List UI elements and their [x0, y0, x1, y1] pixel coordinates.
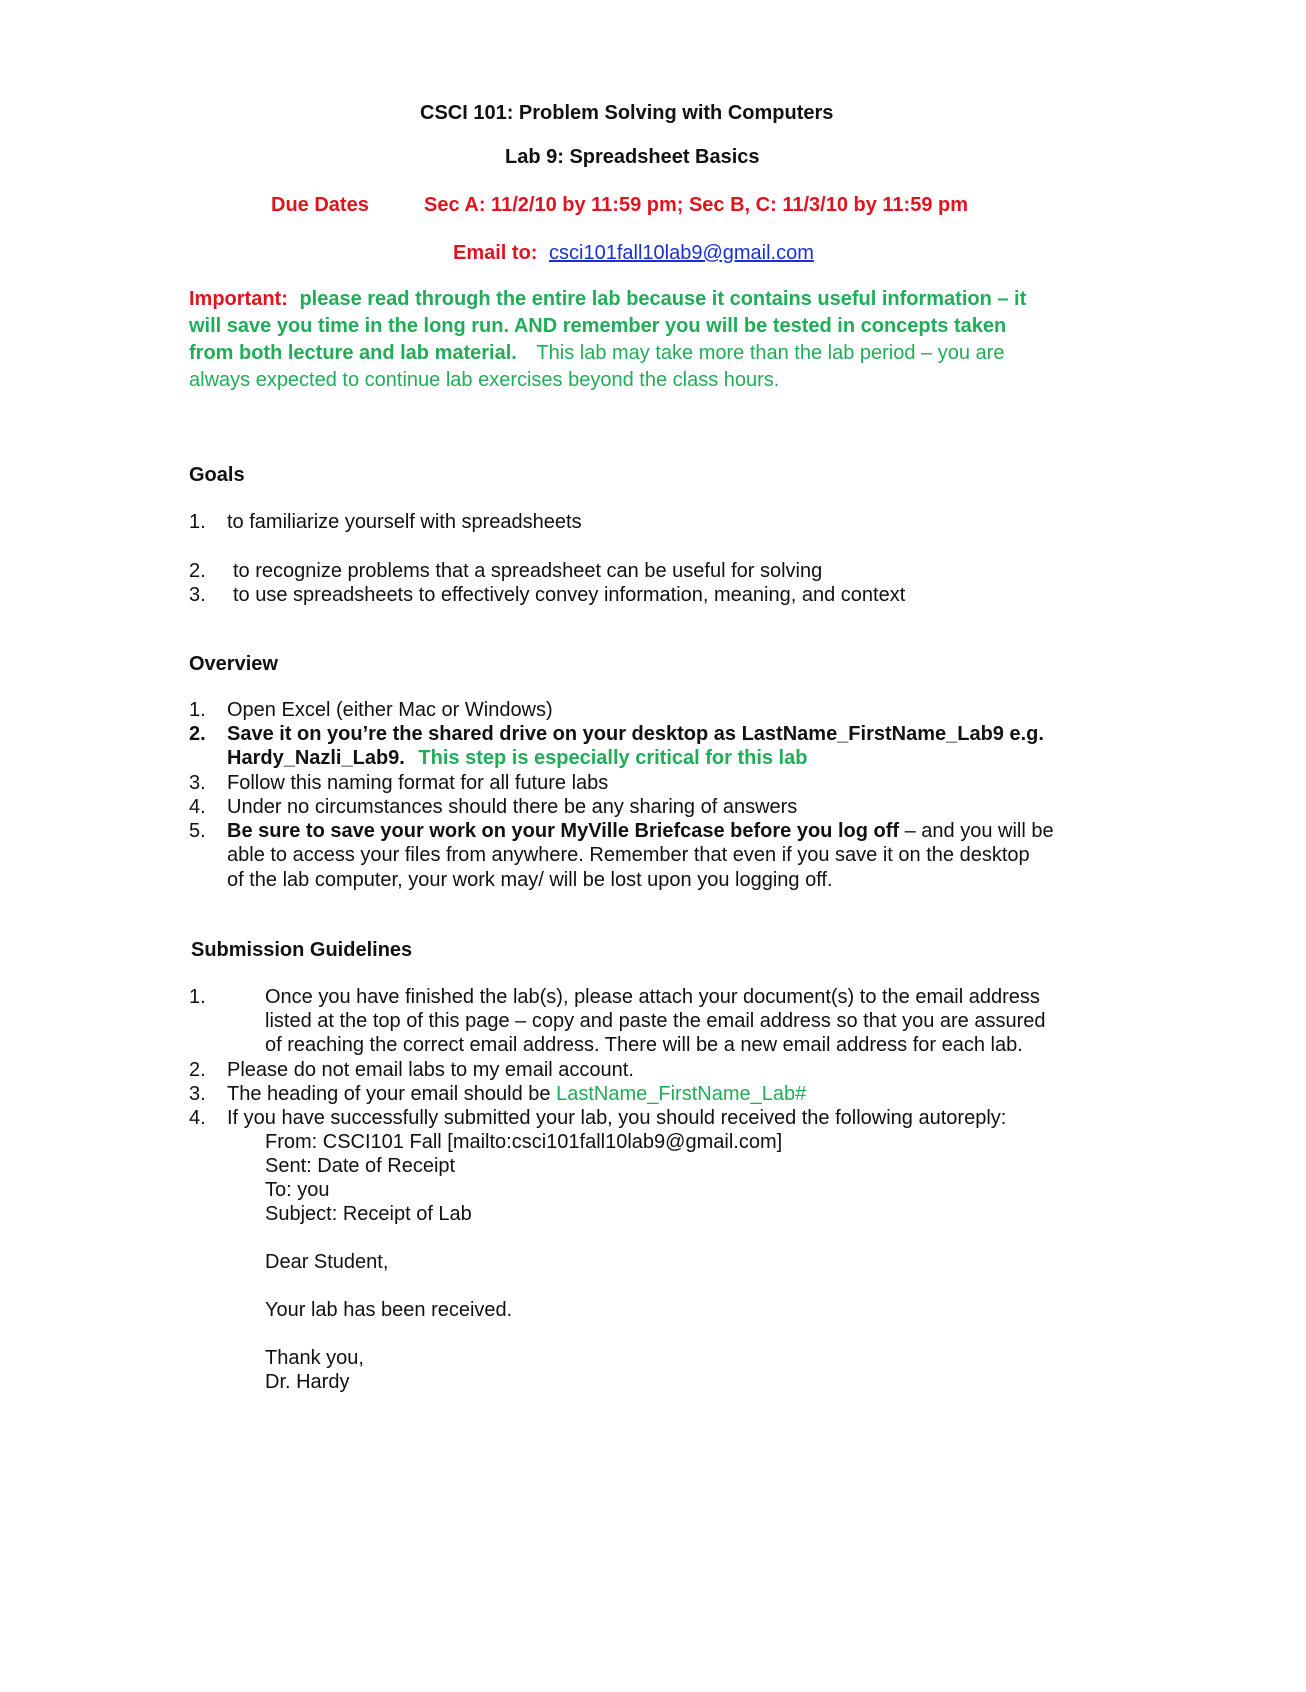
- important-text-1: please read through the entire lab because it contains useful information – it: [299, 288, 1027, 310]
- autoreply-thanks: Thank you,: [265, 1347, 364, 1369]
- list-item: [189, 1106, 1007, 1130]
- list-item: [189, 583, 906, 607]
- autoreply-greeting: Dear Student,: [265, 1251, 389, 1273]
- due-label: Due Dates: [271, 194, 369, 216]
- list-text: [227, 1082, 806, 1106]
- list-text: to familiarize yourself with spreadsheets: [227, 511, 582, 533]
- due-dates: Sec A: 11/2/10 by 11:59 pm; Sec B, C: 11/3/10 by 11:59 pm: [424, 194, 969, 216]
- autoreply-to: To: you: [265, 1179, 330, 1201]
- autoreply-signature: Dr. Hardy: [265, 1371, 350, 1393]
- list-text: Open Excel (either Mac or Windows): [227, 699, 553, 721]
- list-item: [189, 1058, 634, 1082]
- list-text: to recognize problems that a spreadsheet can be useful for solving: [233, 560, 823, 582]
- list-number: 2.: [189, 723, 206, 745]
- important-line-3: [189, 341, 1004, 365]
- list-number: 1.: [189, 511, 206, 533]
- example-filename: Hardy_Nazli_Lab9.: [227, 747, 405, 769]
- list-number: 3.: [189, 1083, 206, 1105]
- course-title: CSCI 101: Problem Solving with Computers: [420, 102, 834, 124]
- list-item: [189, 698, 553, 722]
- important-line-1: [189, 287, 1026, 311]
- overview-heading: Overview: [189, 653, 278, 675]
- email-label: Email to:: [453, 242, 538, 264]
- list-item: [189, 1082, 807, 1106]
- list-number: 4.: [189, 796, 206, 818]
- list-text: Save it on you’re the shared drive on your desktop as LastName_FirstName_Lab9 e.g.: [227, 723, 1044, 745]
- list-number: 5.: [189, 820, 206, 842]
- important-label: Important:: [189, 288, 288, 310]
- list-text: If you have successfully submitted your lab, you should received the following autoreply:: [227, 1107, 1007, 1129]
- save-warning: Be sure to save your work on your MyVille Briefcase before you log off: [227, 820, 900, 842]
- heading-format: LastName_FirstName_Lab#: [556, 1083, 807, 1105]
- autoreply-subject: Subject: Receipt of Lab: [265, 1203, 472, 1225]
- list-item: [189, 819, 1054, 843]
- list-item: [189, 510, 582, 534]
- important-line-4: always expected to continue lab exercises beyond the class hours.: [189, 369, 780, 391]
- list-number: 2.: [189, 560, 206, 582]
- list-item-continuation: of the lab computer, your work may/ will be lost upon you logging off.: [227, 869, 833, 891]
- list-number: 1.: [189, 699, 206, 721]
- important-text-3: This lab may take more than the lab period – you are: [536, 342, 1005, 364]
- list-number: 1.: [189, 986, 206, 1008]
- critical-note: This step is especially critical for this lab: [418, 747, 808, 769]
- lab-title: Lab 9: Spreadsheet Basics: [505, 146, 760, 168]
- autoreply-from: From: CSCI101 Fall [mailto:csci101fall10lab9@gmail.com]: [265, 1131, 783, 1153]
- autoreply-body: Your lab has been received.: [265, 1299, 513, 1321]
- email-link[interactable]: csci101fall10lab9@gmail.com: [549, 242, 814, 264]
- save-warning-tail: – and you will be: [899, 820, 1054, 842]
- list-item: [189, 795, 798, 819]
- list-item: [189, 771, 609, 795]
- goals-heading: Goals: [189, 464, 245, 486]
- submission-heading: Submission Guidelines: [191, 939, 413, 961]
- important-line-2: will save you time in the long run. AND remember you will be tested in concepts taken: [189, 315, 1007, 337]
- list-number: 3.: [189, 772, 206, 794]
- list-item: [189, 722, 1044, 746]
- list-text: Follow this naming format for all future labs: [227, 772, 609, 794]
- list-number: 4.: [189, 1107, 206, 1129]
- list-item-continuation: listed at the top of this page – copy and paste the email address so that you are assured: [265, 1010, 1046, 1032]
- list-item: [189, 985, 1040, 1009]
- list-number: 2.: [189, 1059, 206, 1081]
- list-text: Under no circumstances should there be any sharing of answers: [227, 796, 798, 818]
- list-text: Once you have finished the lab(s), please attach your document(s) to the email address: [265, 986, 1040, 1008]
- list-number: 3.: [189, 584, 206, 606]
- list-text: to use spreadsheets to effectively convey information, meaning, and context: [233, 584, 906, 606]
- heading-instruction: The heading of your email should be: [227, 1083, 557, 1105]
- list-item: [189, 559, 823, 583]
- list-text: Please do not email labs to my email account.: [227, 1059, 634, 1081]
- list-item-continuation: able to access your files from anywhere. Remember that even if you save it on the desktop: [227, 844, 1030, 866]
- autoreply-sent: Sent: Date of Receipt: [265, 1155, 456, 1177]
- list-item-continuation: [227, 746, 807, 770]
- important-text-3-bold: from both lecture and lab material.: [189, 342, 517, 364]
- list-text: [227, 819, 1054, 843]
- list-item-continuation: of reaching the correct email address. There will be a new email address for each lab.: [265, 1034, 1023, 1056]
- email-line: [453, 241, 814, 265]
